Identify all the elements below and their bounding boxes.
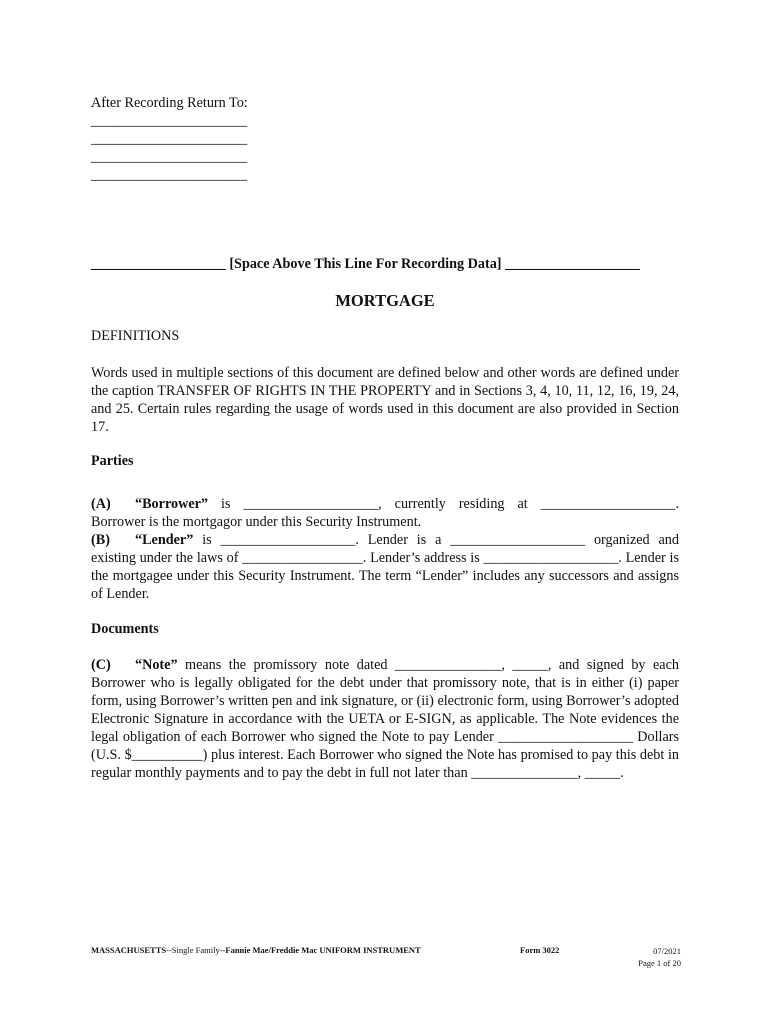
defined-term: “Borrower” [135,496,209,512]
definition-text: is ___________________, currently residing at ___________________. Borrower is the mortgagor under this Security Instrument. [91,496,679,530]
definition-text: is ___________________. Lender is a ___________________ organized and existing under the laws of _________________. Lender’s address is ___________________. Lender is the mortgagee under this Security Instrument. The term “Lender” includes any successors and assigns of Lender. [91,532,679,602]
definition-text: means the promissory note dated _______________, _____, and signed by each Borrower who is legally obligated for the debt under that promissory note, that is in either (i) paper form, using Borrower’s written pen and ink signature, or (ii) electronic form, using Borrower’s adopted Electronic Signature in accordance with the UETA or E-SIGN, as applicable. The Note evidences the legal obligation of each Borrower who signed the Note to pay Lender ___________________ Dollars (U.S. $__________) plus interest. Each Borrower who signed the Note has promised to pay this debt in regular monthly payments and to pay the debt in full not later than _______________, _____. [91,657,679,781]
definitions-heading: DEFINITIONS [91,328,180,344]
return-blank-line: ______________________ [91,131,248,147]
definition-lender [91,531,679,603]
parties-heading: Parties [91,453,134,469]
defined-term: “Lender” [135,532,194,548]
footer-form-number: Form 3022 [520,945,560,955]
parties-section [91,495,679,603]
footer-date-page [638,945,681,969]
return-label: After Recording Return To: [91,95,248,111]
footer-instrument-name: Fannie Mae/Freddie Mac UNIFORM INSTRUMENT [225,945,421,955]
footer-date: 07/2021 [653,946,681,956]
documents-section [91,656,679,782]
return-address-block [91,94,391,184]
definition-borrower [91,495,679,531]
return-blank-line: ______________________ [91,113,248,129]
documents-heading: Documents [91,621,159,637]
footer-instrument [91,945,421,955]
footer-state: MASSACHUSETTS [91,945,167,955]
definition-note [91,656,679,782]
footer-page-number: Page 1 of 20 [638,958,681,968]
document-title: MORTGAGE [335,291,435,310]
footer-family: --Single Family-- [166,945,226,955]
recording-data-line: ___________________ [Space Above This Line For Recording Data] ___________________ [91,256,640,272]
definition-label: (B) [91,532,110,548]
definition-label: (A) [91,496,111,512]
definitions-intro: Words used in multiple sections of this document are defined below and other words are defined under the caption TRANSFER OF RIGHTS IN THE PROPERTY and in Sections 3, 4, 10, 11, 12, 16, 19, 24, and 25. Certain rules regarding the usage of words used in this document are also provided in Section 17. [91,365,679,435]
definition-label: (C) [91,657,111,673]
defined-term: “Note” [135,657,178,673]
return-blank-line: ______________________ [91,167,248,183]
return-blank-line: ______________________ [91,149,248,165]
